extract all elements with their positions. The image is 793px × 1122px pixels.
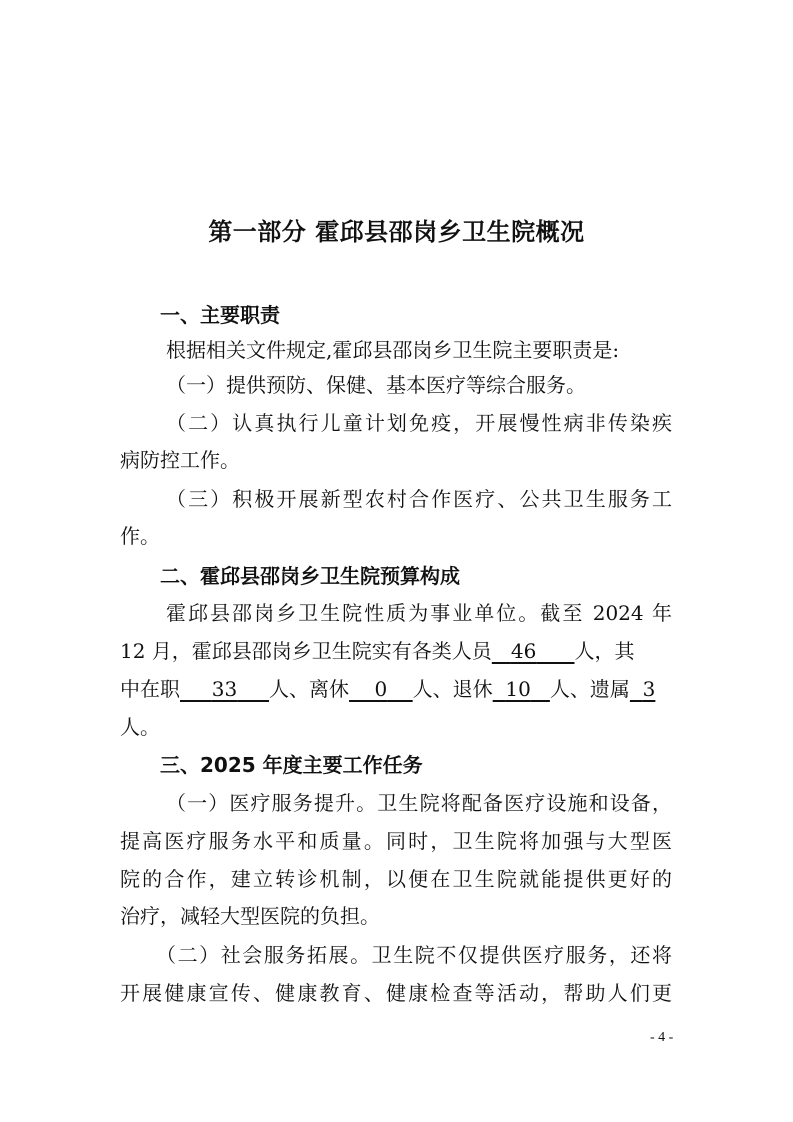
page-number: - 4 -	[650, 1030, 674, 1045]
paragraph-line: 作。	[120, 524, 160, 548]
paragraph-line: （一）医疗服务提升。卫生院将配备医疗设施和设备，	[166, 791, 672, 815]
paragraph-text: 人、遗属	[549, 677, 630, 701]
paragraph-line: 开展健康宣传、健康教育、健康检查等活动，帮助人们更	[120, 981, 672, 1005]
section-heading-tasks: 三、2025 年度主要工作任务	[160, 753, 423, 777]
staff-retired-value: 10	[505, 677, 531, 701]
paragraph-line: （三）积极开展新型农村合作医疗、公共卫生服务工	[166, 487, 672, 511]
paragraph-line: 病防控工作。	[120, 448, 240, 472]
staff-active-value: 33	[211, 677, 238, 701]
paragraph-line: 霍邱县邵岗乡卫生院性质为事业单位。截至 2024 年	[166, 601, 672, 625]
staff-total-line	[120, 633, 680, 669]
section-heading-budget: 二、霍邱县邵岗乡卫生院预算构成	[160, 564, 460, 588]
paragraph-text: 人，其	[574, 639, 635, 663]
paragraph-line: 院的合作，建立转诊机制，以便在卫生院就能提供更好的	[120, 867, 672, 891]
staff-total-value: 46	[510, 639, 537, 663]
page-title: 第一部分 霍邱县邵岗乡卫生院概况	[208, 218, 585, 246]
paragraph-line: 人。	[120, 715, 160, 739]
section-heading-duties: 一、主要职责	[160, 303, 280, 327]
paragraph-line: 提高医疗服务水平和质量。同时，卫生院将加强与大型医	[120, 829, 672, 853]
paragraph-line: 治疗，减轻大型医院的负担。	[120, 904, 380, 928]
staff-dependents-value: 3	[642, 677, 656, 701]
paragraph-text: 12 月，霍邱县邵岗乡卫生院实有各类人员	[120, 639, 492, 663]
paragraph-line: （二）社会服务拓展。卫生院不仅提供医疗服务，还将	[156, 943, 672, 967]
paragraph-text: 人、离休	[269, 677, 350, 701]
staff-breakdown-line	[120, 671, 680, 707]
paragraph-text: 人、退休	[412, 677, 493, 701]
paragraph-text: 中在职	[120, 677, 180, 701]
paragraph-line: （一）提供预防、保健、基本医疗等综合服务。	[166, 373, 586, 397]
paragraph-line: （二）认真执行儿童计划免疫，开展慢性病非传染疾	[166, 411, 672, 435]
paragraph-line: 根据相关文件规定,霍邱县邵岗乡卫生院主要职责是:	[166, 338, 620, 362]
staff-retired-cadre-value: 0	[374, 677, 388, 701]
